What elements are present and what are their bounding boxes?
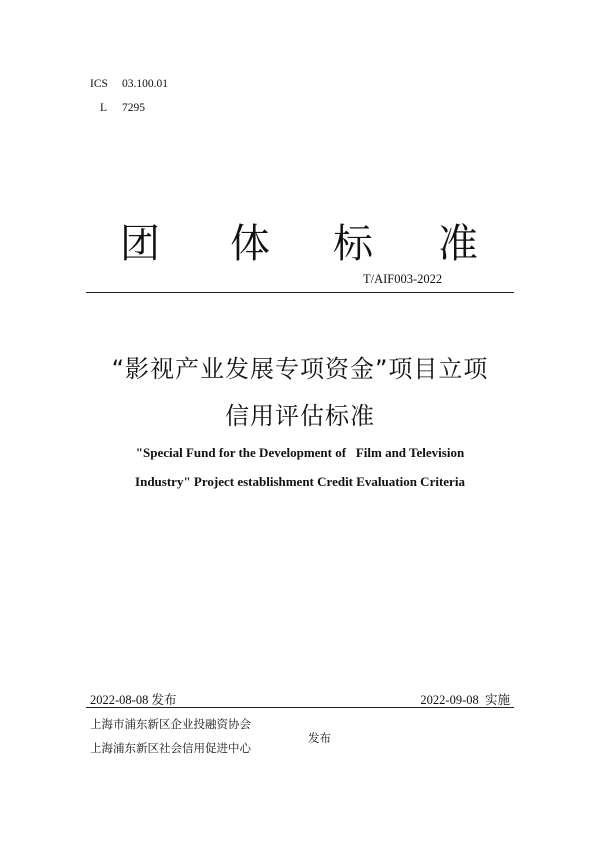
chinese-title-line-1: “影视产业发展专项资金”项目立项: [111, 355, 489, 383]
issuer-organization-2: 上海浦东新区社会信用促进中心: [90, 741, 251, 755]
bottom-divider: [86, 707, 514, 708]
ics-value: 03.100.01: [122, 78, 168, 90]
doc-type-char-2: 体: [230, 221, 270, 267]
english-title-line-1: "Special Fund for the Development of Film and Television: [135, 445, 465, 460]
chinese-title-line-2: 信用评估标准: [225, 402, 375, 430]
ics-label: ICS: [90, 78, 108, 90]
l-value: 7295: [122, 102, 145, 114]
issued-label: 发布: [308, 731, 331, 745]
ics-code: [90, 78, 168, 90]
implementation-date: 2022-09-08 实施: [420, 693, 510, 707]
standard-number: T/AIF003-2022: [363, 272, 443, 286]
issuer-organization-1: 上海市浦东新区企业投融资协会: [90, 717, 251, 731]
l-label: L: [100, 102, 108, 114]
doc-type-char-1: 团: [120, 221, 160, 267]
doc-type-char-4: 准: [438, 221, 478, 267]
doc-type-char-3: 标: [333, 221, 373, 267]
top-divider: [86, 292, 514, 293]
document-type-heading: [0, 212, 600, 272]
publish-date: 2022-08-08 发布: [90, 693, 177, 707]
l-code: [90, 102, 145, 114]
english-title-line-2: Industry" Project establishment Credit Evaluation Criteria: [135, 474, 465, 489]
